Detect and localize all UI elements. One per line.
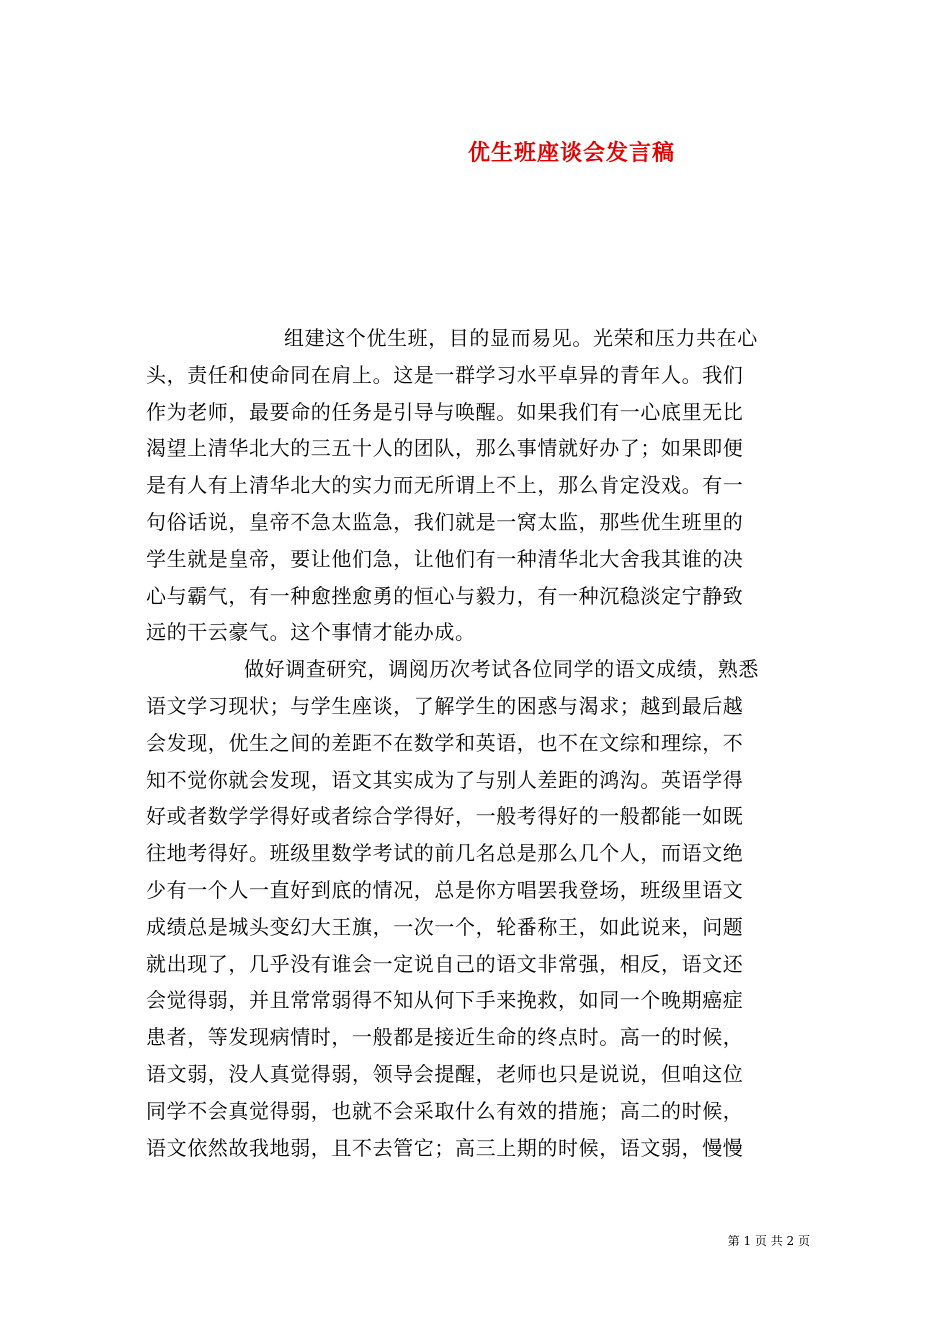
text-line: 少有一个人一直好到底的情况，总是你方唱罢我登场，班级里语文 [146, 877, 744, 902]
text-line: 组建这个优生班，目的显而易见。光荣和压力共在心 [284, 326, 758, 350]
text-line: 会觉得弱，并且常常弱得不知从何下手来挽救，如同一个晚期癌症 [146, 988, 744, 1013]
text-line: 头，责任和使命同在肩上。这是一群学习水平卓异的青年人。我们 [146, 362, 744, 387]
text-line: 好或者数学学得好或者综合学得好，一般考得好的一般都能一如既 [146, 804, 744, 829]
paragraph-1 [146, 320, 806, 651]
text-line: 渴望上清华北大的三五十人的团队，那么事情就好办了；如果即便 [146, 436, 744, 461]
document-title: 优生班座谈会发言稿 [468, 140, 676, 166]
text-line: 患者，等发现病情时，一般都是接近生命的终点时。高一的时候， [146, 1025, 744, 1050]
text-line: 句俗话说，皇帝不急太监急，我们就是一窝太监，那些优生班里的 [146, 509, 744, 534]
paragraph-2 [146, 651, 806, 1166]
text-line: 学生就是皇帝，要让他们急，让他们有一种清华北大舍我其谁的决 [146, 546, 744, 571]
text-line: 语文依然故我地弱，且不去管它；高三上期的时候，语文弱，慢慢 [146, 1135, 744, 1160]
text-line: 心与霸气，有一种愈挫愈勇的恒心与毅力，有一种沉稳淡定宁静致 [146, 583, 744, 608]
page-footer: 第 1 页 共 2 页 [727, 1234, 810, 1248]
text-line: 同学不会真觉得弱，也就不会采取什么有效的措施；高二的时候， [146, 1098, 744, 1123]
text-line: 是有人有上清华北大的实力而无所谓上不上，那么肯定没戏。有一 [146, 473, 744, 498]
text-line: 做好调查研究，调阅历次考试各位同学的语文成绩，熟悉 [244, 657, 759, 682]
text-line: 就出现了，几乎没有谁会一定说自己的语文非常强，相反，语文还 [146, 951, 744, 976]
text-line: 作为老师，最要命的任务是引导与唤醒。如果我们有一心底里无比 [146, 399, 744, 424]
text-line: 语文学习现状；与学生座谈，了解学生的困惑与渴求；越到最后越 [146, 693, 744, 718]
text-line: 成绩总是城头变幻大王旗，一次一个，轮番称王，如此说来，问题 [146, 914, 744, 939]
text-line: 知不觉你就会发现，语文其实成为了与别人差距的鸿沟。英语学得 [146, 767, 744, 792]
text-line: 语文弱，没人真觉得弱，领导会提醒，老师也只是说说，但咱这位 [146, 1061, 744, 1086]
document-body [146, 320, 806, 1166]
text-line: 会发现，优生之间的差距不在数学和英语，也不在文综和理综，不 [146, 730, 744, 755]
text-line: 远的干云豪气。这个事情才能办成。 [146, 620, 476, 645]
text-line: 往地考得好。班级里数学考试的前几名总是那么几个人，而语文绝 [146, 841, 744, 866]
